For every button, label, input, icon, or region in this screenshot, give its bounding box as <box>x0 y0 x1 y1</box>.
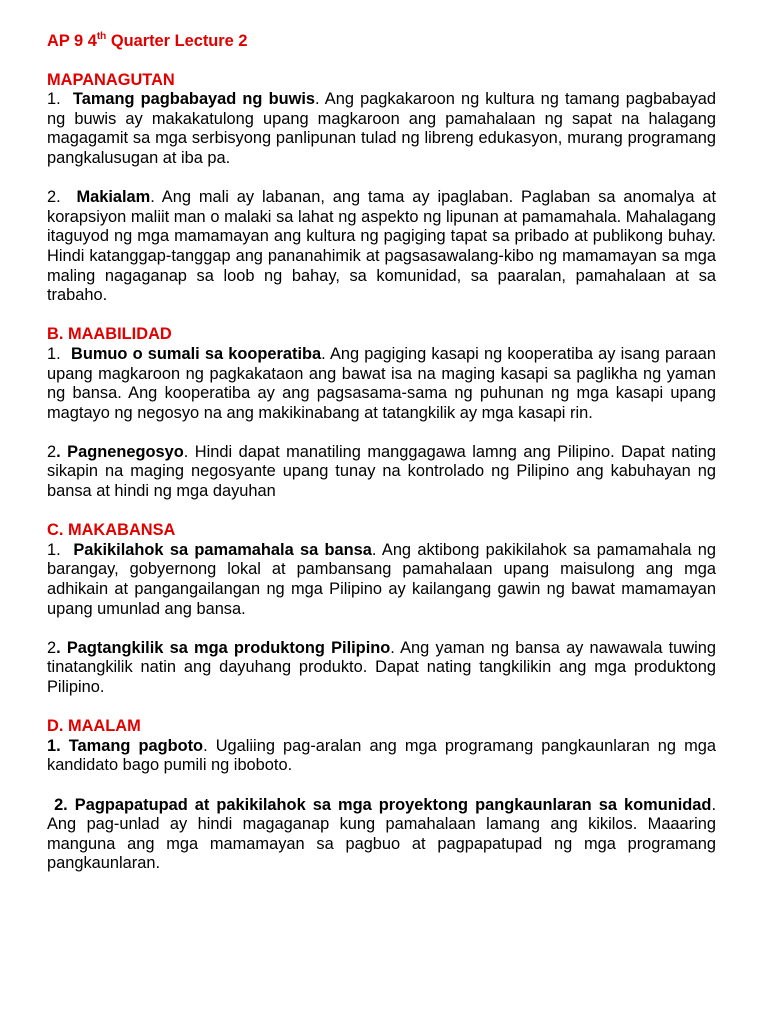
item-text: . Ugaliing pag-aralan ang mga programang pangkaunlaran ng mga kandidato bago pumili ng iboboto. <box>47 736 716 775</box>
title-suffix: Quarter Lecture 2 <box>106 32 248 50</box>
item-text: . Ang pagiging kasapi ng kooperatiba ay isang paraan upang magkaroon ng pagkakataon ang bawat isa na maging kasapi sa paglikha ng yaman ng bansa. Ang kooperatiba ay ang pagsasama-sama ng puhunan ng mga kasapi upang magtayo ng negosyo na ang makikinabang at tatangkilik ay mga kasapi rin. <box>47 344 717 422</box>
section-maabilidad <box>47 325 716 501</box>
item-term: . Pagnenegosyo <box>56 442 184 461</box>
list-item <box>47 443 716 502</box>
title-prefix: AP 9 4 <box>47 32 97 50</box>
item-text: . Ang aktibong pakikilahok sa pamamahala ng barangay, gobyernong lokal at pambansang pamahalaan upang maisulong ang mga adhikain at pangangailangan ng mga Pilipino ay kailangang gawin ng bawat mamamayan upang umunlad ang bansa. <box>47 540 716 618</box>
item-number: 2 <box>47 442 57 461</box>
item-text: . Hindi dapat manatiling manggagawa lamng ang Pilipino. Dapat nating sikapin na maging negosyante upang tunay na kontrolado ng Pilipino ang kabuhayan ng bansa at hindi ng mga dayuhan <box>47 442 716 501</box>
section-maalam <box>47 717 716 874</box>
section-mapanagutan <box>47 71 716 306</box>
item-number: 2. <box>47 188 61 207</box>
list-item <box>47 796 716 874</box>
item-term: Bumuo o sumali sa kooperatiba <box>71 344 322 363</box>
section-heading: D. MAALAM <box>47 717 141 736</box>
item-text: . Ang pag-unlad ay hindi magaganap kung pamahalaan lamang ang kikilos. Maaaring manguna ang mga mamamayan sa pagbuo at pagpapatupad ng mga programang pangkaunlaran. <box>47 795 716 873</box>
item-number: 1. <box>47 344 61 363</box>
title-superscript: th <box>96 30 107 42</box>
item-term: Tamang pagbabayad ng buwis <box>72 90 316 109</box>
document-title <box>47 32 716 52</box>
item-number: 1. <box>47 540 61 559</box>
list-item <box>47 639 716 698</box>
list-item <box>47 345 716 423</box>
list-item <box>47 188 716 306</box>
list-item <box>47 541 716 619</box>
item-term: Pakikilahok sa pamamahala sa bansa <box>73 540 372 559</box>
item-number: 2 <box>47 638 57 657</box>
item-term: Makialam <box>76 188 151 207</box>
item-text: . Ang mali ay labanan, ang tama ay ipaglaban. Paglaban sa anomalya at korapsiyon maliit man o malaki sa lahat ng aspekto ng lipunan at pamamahala. Mahalagang itaguyod ng mga mamamayan ang kultura ng pagiging tapat sa pribado at publikong buhay. Hindi katanggap-tanggap ang pananahimik at pagsasawalang-kibo ng mamamayan sa mga maling nagaganap sa loob ng bahay, sa komunidad, sa paaralan, pamahalaan at sa trabaho. <box>47 188 717 305</box>
item-term: 2. Pagpapatupad at pakikilahok sa mga proyektong pangkaunlaran sa komunidad <box>47 795 712 814</box>
item-term: . Pagtangkilik sa mga produktong Pilipino <box>56 638 391 657</box>
item-text: . Ang pagkakaroon ng kultura ng tamang pagbabayad ng buwis ay makakatulong upang magkaroon ang pamahalaan ng sapat na halagang magagamit sa mga serbisyong panlipunan tulad ng libreng edukasyon, murang programang pangkalusugan at iba pa. <box>47 90 717 167</box>
section-heading: MAPANAGUTAN <box>47 70 175 89</box>
list-item <box>47 737 716 776</box>
list-item <box>47 90 716 168</box>
section-makabansa <box>47 521 716 697</box>
item-term: 1. Tamang pagboto <box>47 736 204 755</box>
item-text: . Ang yaman ng bansa ay nawawala tuwing tinatangkilik natin ang dayuhang produkto. Dapat nating tangkilikin ang mga produktong Pilipino. <box>47 638 717 696</box>
section-heading: B. MAABILIDAD <box>47 325 172 344</box>
section-heading: C. MAKABANSA <box>47 521 176 540</box>
item-number: 1. <box>47 90 61 109</box>
